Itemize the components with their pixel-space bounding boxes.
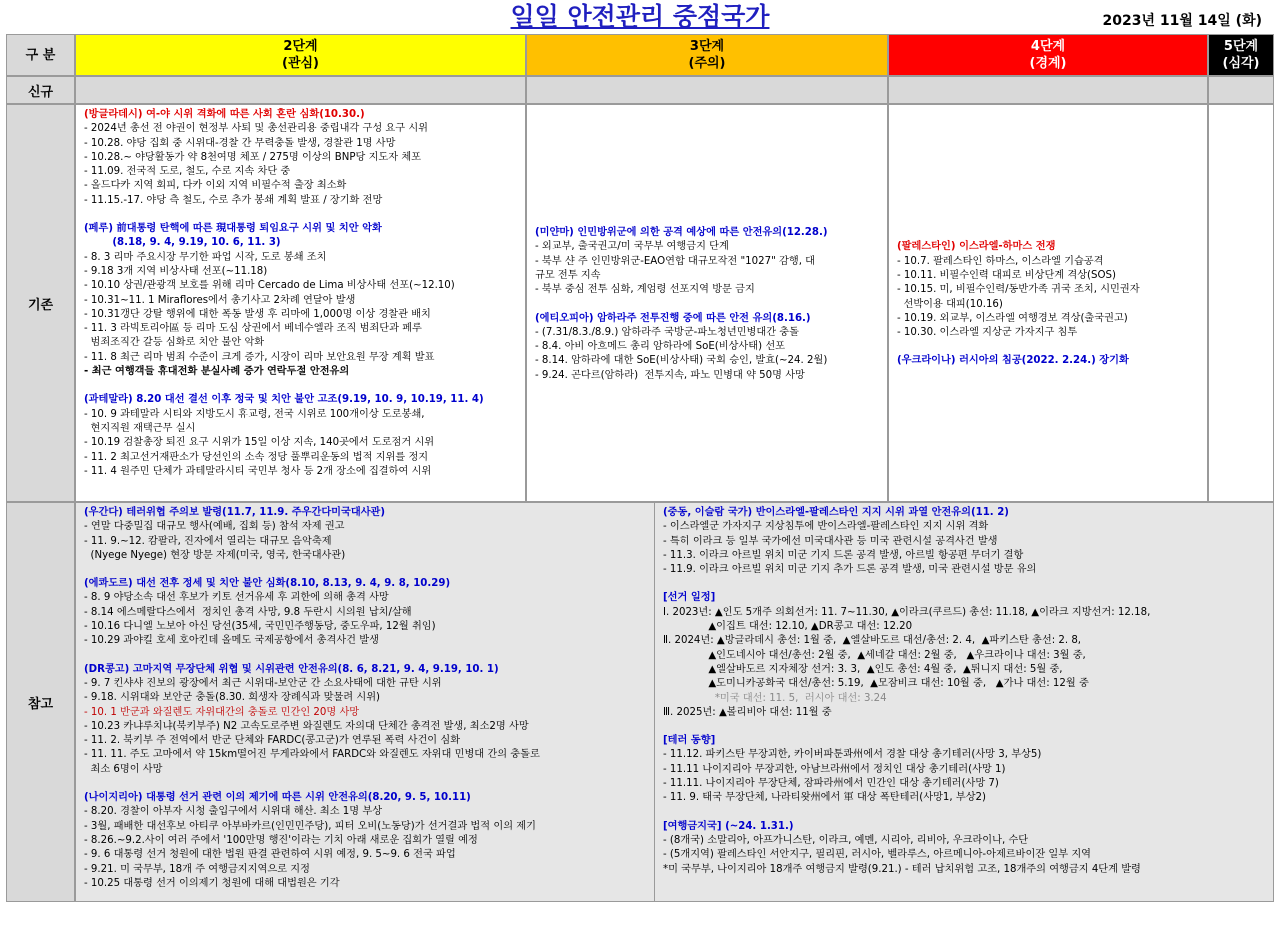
section [663,820,1269,877]
section-line: ▲도미니카공화국 대선/총선: 5.19, ▲모잠비크 대선: 10월 중, ▲가나 대선: 12월 중 [663,678,1089,690]
section-line: - 8.26.~9.2.사이 여러 주에서 '100만명 행진'이라는 기치 아래 새로운 집회가 열릴 예정 [84,834,478,846]
section-line: - (5개지역) 팔레스타인 서안지구, 필리핀, 러시아, 벨라루스, 아르메니아-아제르바이잔 일부 지역 [663,849,1091,861]
section-heading: (페루) 前대통령 탄핵에 따른 現대통령 퇴임요구 시위 및 치안 악화 (8.18, 9. 4, 9.19, 10. 6, 11. 3) [84,223,382,249]
section-line: - 외교부, 출국권고/미 국무부 여행금지 단계 [535,241,729,253]
section-line: - 3월, 패배한 대선후보 아티쿠 아부바카르(인민민주당), 피터 오비(노동당)가 선거결과 법적 이의 제기 [84,820,536,832]
new-lvl4-cell [888,76,1208,104]
section-note-line: *미국 대선: 11. 5, 러시아 대선: 3.24 [663,692,887,704]
section-line: Ⅱ. 2024년: ▲방글라데시 총선: 1월 중, ▲엘살바도르 대선/총선: 2. 4, ▲파키스탄 총선: 2. 8, [663,635,1082,647]
section [84,393,519,479]
section-line: - 11.3. 이라크 아르빌 위치 미군 기지 드론 공격 발생, 아르빌 항공편 무더기 결항 [663,549,1024,561]
section-line: - 9.18 3개 지역 비상사태 선포(~11.18) [84,265,268,277]
header-level-5 [1208,34,1274,76]
section [535,312,881,383]
new-lvl5-cell [1208,76,1274,104]
reference-cell [75,502,1274,902]
section-line: - 특히 이라크 등 일부 국가에선 미국대사관 등 미국 관련시설 공격사건 발생 [663,535,998,547]
section-heading: (DR콩고) 고마지역 무장단체 위협 및 시위관련 안전유의(8. 6, 8.21, 9. 4, 9.19, 10. 1) [84,663,499,675]
section-line: - 8.14 에스메랄다스에서 정치인 총격 사망, 9.8 두란시 시의원 납치/살해 [84,606,412,618]
section-heading: (에티오피아) 암하라주 전투진행 중에 따른 안전 유의(8.16.) [535,312,811,324]
section-line: - 11.11 나이지리아 무장괴한, 아남브라州에서 정치인 대상 총기테러(사망 1) [663,763,1006,775]
section-line: - 10.28. 야당 집회 중 시위대-경찰 간 무력충돌 발생, 경찰관 1명 사망 [84,137,396,149]
row-label-new-text: 신규 [27,84,54,100]
section-line: - 10. 9 과테말라 시티와 지방도시 휴교령, 전국 시위로 100개이상 도로봉쇄, 현지직원 재택근무 실시 [84,408,425,434]
level-2-title: 2단계 [283,39,318,54]
existing-lvl5-cell [1208,104,1274,502]
section-line: - 10.30. 이스라엘 지상군 가자지구 침투 [897,327,1078,339]
level-3-title: 3단계 [689,39,725,54]
section-heading: (방글라데시) 여-야 시위 격화에 따른 사회 혼란 심화(10.30.) [84,109,365,120]
section [84,791,648,891]
section-line: - 11. 4 원주민 단체가 과테말라시티 국민부 청사 등 2개 장소에 집결하여 시위 [84,465,432,477]
section-line: - 9.21. 미 국무부, 18개 주 여행금지지역으로 지정 [84,863,310,875]
section-emphasis-line: - 최근 여행객들 휴대전화 분실사례 증가 연락두절 안전유의 [84,366,350,378]
section-line: - 9.24. 곤다르(암하라) 전투지속, 파노 민병대 약 50명 사망 [535,369,805,381]
section-line: - 연말 다중밀집 대규모 행사(예배, 집회 등) 참석 자제 권고 [84,521,345,533]
section-line: - 8. 3 리마 주요시장 무기한 파업 시작, 도로 봉쇄 조치 [84,251,327,263]
reference-right-column [654,503,1274,901]
section-line: Ⅰ. 2023년: ▲인도 5개주 의회선거: 11. 7~11.30, ▲이라크(쿠르드) 총선: 11.18, ▲이라크 지방선거: 12.18, [663,606,1151,618]
new-lvl2-cell [75,76,526,104]
section-line: - 11. 3 라빅토리아區 등 리마 도심 상권에서 베네수엘라 조직 범죄단과 페루 범죄조직간 갈등 심화로 치안 불안 악화 [84,323,422,349]
section-line: - 8. 9 야당소속 대선 후보가 키토 선거유세 후 괴한에 의해 총격 사망 [84,592,389,604]
section [663,591,1269,720]
section-line: - 11.15.-17. 야당 측 철도, 수로 추가 봉쇄 계획 발표 / 장기화 전망 [84,194,383,206]
level-2-subtitle: (관심) [282,56,319,71]
section-line: - 11.09. 전국적 도로, 철도, 수로 지속 차단 중 [84,166,291,178]
section-heading: (에콰도르) 대선 전후 정세 및 치안 불안 심화(8.10, 8.13, 9. 4, 9. 8, 10.29) [84,578,451,590]
row-label-new [6,76,75,104]
level-5-subtitle: (심각) [1222,56,1260,71]
existing-lvl3-cell [526,104,888,502]
section-line: - 북부 중심 전투 심화, 계엄령 선포지역 방문 금지 [535,284,755,296]
row-label-reference [6,502,75,902]
section-line: - 9. 6 대통령 선거 청원에 대한 법원 판결 관련하여 시위 예정, 9. 5~9. 6 전국 파업 [84,849,456,861]
section-line: - 11. 8 최근 리마 범죄 수준이 크게 증가, 시장이 리마 보안요원 무장 계획 발표 [84,351,435,363]
section-line: ▲엘살바도르 지자체장 선거: 3. 3, ▲인도 총선: 4월 중, ▲튀니지 대선: 5월 중, [663,663,1063,675]
section-line: - 11.12. 파키스탄 무장괴한, 카이버파툰콰州에서 경찰 대상 총기테러(사망 3, 부상5) [663,749,1042,761]
section [84,222,519,379]
row-label-reference-text: 참고 [27,696,54,712]
header-category-label: 구 분 [25,47,56,63]
section-line: - 10.28.~ 야당활동가 약 8천여명 체포 / 275명 이상의 BNP당 지도자 체포 [84,151,422,163]
level-4-title: 4단계 [1030,39,1066,54]
section-line: - 10. 1 반군과 와질렌도 자위대간의 충돌로 민간인 20명 사망 [84,706,360,718]
header-level-4 [888,34,1208,76]
report-date: 2023년 11월 14일 (화) [1102,13,1262,29]
section-line: - 이스라엘군 가자지구 지상침투에 반이스라엘-팔레스타인 지지 시위 격화 [663,521,989,533]
section-line: - 8.14. 암하라에 대한 SoE(비상사태) 국회 승인, 발효(~24. 2월) [535,355,828,367]
page-title: 일일 안전관리 중점국가 [510,2,770,31]
section [897,354,1201,368]
section-line: - 10.23 카냐루치냐(북키부주) N2 고속도로주변 와질렌도 자의대 단체간 총격전 발생, 최소2명 사망 [84,720,529,732]
section-heading: (과테말라) 8.20 대선 결선 이후 정국 및 치안 불안 고조(9.19, 10. 9, 10.19, 11. 4) [84,394,484,406]
section-line: - 11. 9. 태국 무장단체, 나라티왓州에서 軍 대상 폭탄테러(사망1, 부상2) [663,792,987,804]
section-line: - 10.10 상권/관광객 보호를 위해 리마 Cercado de Lima 비상사태 선포(~12.10) [84,280,455,292]
section-line: - 8.4. 아비 아흐메드 총리 암하라에 SoE(비상사태) 선포 [535,341,786,353]
section [897,240,1201,340]
header-level-2 [75,34,526,76]
section-line: Ⅲ. 2025년: ▲볼리비아 대선: 11월 중 [663,706,832,718]
row-label-existing-text: 기존 [27,297,54,313]
section [663,506,1269,577]
section-line: - 10.19 검찰총장 퇴진 요구 시위가 15일 이상 지속, 140곳에서 도로점거 시위 [84,437,435,449]
existing-lvl4-cell [888,104,1208,502]
level-3-subtitle: (주의) [688,56,726,71]
section-line: *미 국무부, 나이지리아 18개주 여행금지 발령(9.21.) - 테러 납치위험 고조, 18개주의 여행금지 4단계 발령 [663,863,1141,875]
section-line: - 10.19. 외교부, 이스라엘 여행경보 격상(출국권고) [897,312,1128,324]
section [84,506,648,563]
section [84,577,648,648]
section-line: - 11. 2. 북키부 주 전역에서 반군 단체와 FARDC(콩고군)가 연루된 폭력 사건이 심화 [84,735,461,747]
section-heading: (중동, 이슬람 국가) 반이스라엘-팔레스타인 지지 시위 과열 안전유의(11. 2) [663,507,1009,518]
section-line: - 8.20. 경찰이 아부자 시청 출입구에서 시위대 해산. 최소 1명 부상 [84,806,383,818]
section-line: - 2024년 총선 전 야권이 현정부 사퇴 및 총선관리용 중립내각 구성 요구 시위 [84,123,429,135]
reference-left-column [76,503,654,901]
section-line: - 10.15. 미, 비필수인력/동반가족 귀국 조치, 시민권자 선박이용 대피(10.16) [897,284,1140,310]
status-table [6,34,1274,902]
section-heading: (미얀마) 인민방위군에 의한 공격 예상에 따른 안전유의(12.28.) [535,227,828,239]
section-line: - 11. 9.~12. 캄팔라, 진자에서 열리는 대규모 음악축제 (Nyege Nyege) 현장 방문 자제(미국, 영국, 한국대사관) [84,535,346,561]
section-line: - 10.25 대통령 선거 이의제기 청원에 대해 대법원은 기각 [84,877,340,889]
section-line: - 10.7. 팔레스타인 하마스, 이스라엘 기습공격 [897,255,1104,267]
section-line: - 11.9. 이라크 아르빌 위치 미군 기지 추가 드론 공격 발생, 미국 관련시설 방문 유의 [663,564,1037,576]
level-4-subtitle: (경계) [1029,56,1067,71]
section-heading: (우간다) 테러위협 주의보 발령(11.7, 11.9. 주우간다미국대사관) [84,507,386,518]
row-label-existing [6,104,75,502]
section-heading: (우크라이나) 러시아의 침공(2022. 2.24.) 장기화 [897,355,1129,367]
section-line: - 9.18. 시위대와 보안군 충돌(8.30. 희생자 장례식과 맞물려 시위) [84,692,381,704]
section [84,108,519,208]
section-heading: [여행금지국] (~24. 1.31.) [663,820,794,832]
section-line: - 10.29 과야킬 호세 호아킨데 올메도 국제공항에서 총격사건 발생 [84,635,379,647]
section [663,734,1269,805]
section-line: - 10.11. 비필수인력 대피로 비상단계 격상(SOS) [897,269,1116,281]
section-heading: (팔레스타인) 이스라엘-하마스 전쟁 [897,241,1056,253]
section-line: ▲이집트 대선: 12.10, ▲DR콩고 대선: 12.20 [663,621,913,633]
section-line: ▲인도네시아 대선/총선: 2월 중, ▲세네갈 대선: 2월 중, ▲우크라이나 대선: 3월 중, [663,649,1086,661]
level-5-title: 5단계 [1223,39,1259,54]
section-line: - 11. 11. 주도 고마에서 약 15km떨어진 무게라와에서 FARDC와 와질렌도 자위대 민병대 간의 충돌로 최소 6명이 사망 [84,749,540,775]
section-line: - (8개국) 소말리아, 아프가니스탄, 이라크, 예멘, 시리아, 리비아, 우크라이나, 수단 [663,834,1029,846]
new-lvl3-cell [526,76,888,104]
section-line: - (7.31/8.3./8.9.) 암하라주 국방군-파노청년민병대간 충돌 [535,326,799,338]
section-line: - 올드다카 지역 회피, 다카 이외 지역 비필수적 출장 최소화 [84,180,347,192]
section-heading: [선거 일정] [663,592,716,604]
header-category [6,34,75,76]
section-line: - 10.31~11. 1 Miraflores에서 총기사고 2차례 연달아 발생 [84,294,356,306]
section-line: - 10.31갱단 강탈 행위에 대한 폭동 발생 후 리마에 1,000명 이상 경찰관 배치 [84,308,431,320]
section [535,226,881,297]
section-line: - 북부 샨 주 인민방위군-EAO연합 대규모작전 "1027" 감행, 대 규모 전투 지속 [535,255,816,281]
section-heading: (나이지리아) 대통령 선거 관련 이의 제기에 따른 시위 안전유의(8.20, 9. 5, 10.11) [84,792,471,804]
section-line: - 11. 2 최고선거재판소가 당선인의 소속 정당 풀뿌리운동의 법적 지위를 정지 [84,451,429,463]
section-line: - 10.16 다니엘 노보아 아신 당선(35세, 국민민주행동당, 중도우파, 12월 취임) [84,621,436,633]
section-heading: [테러 동향] [663,735,716,747]
section [84,663,648,777]
section-line: - 11.11. 나이지리아 무장단체, 잠파라州에서 민간인 대상 총기테러(사망 7) [663,778,999,790]
existing-lvl2-cell [75,104,526,502]
header-level-3 [526,34,888,76]
section-line: - 9. 7 킨샤샤 진보의 광장에서 최근 시위대-보안군 간 소요사태에 대한 규탄 시위 [84,677,442,689]
